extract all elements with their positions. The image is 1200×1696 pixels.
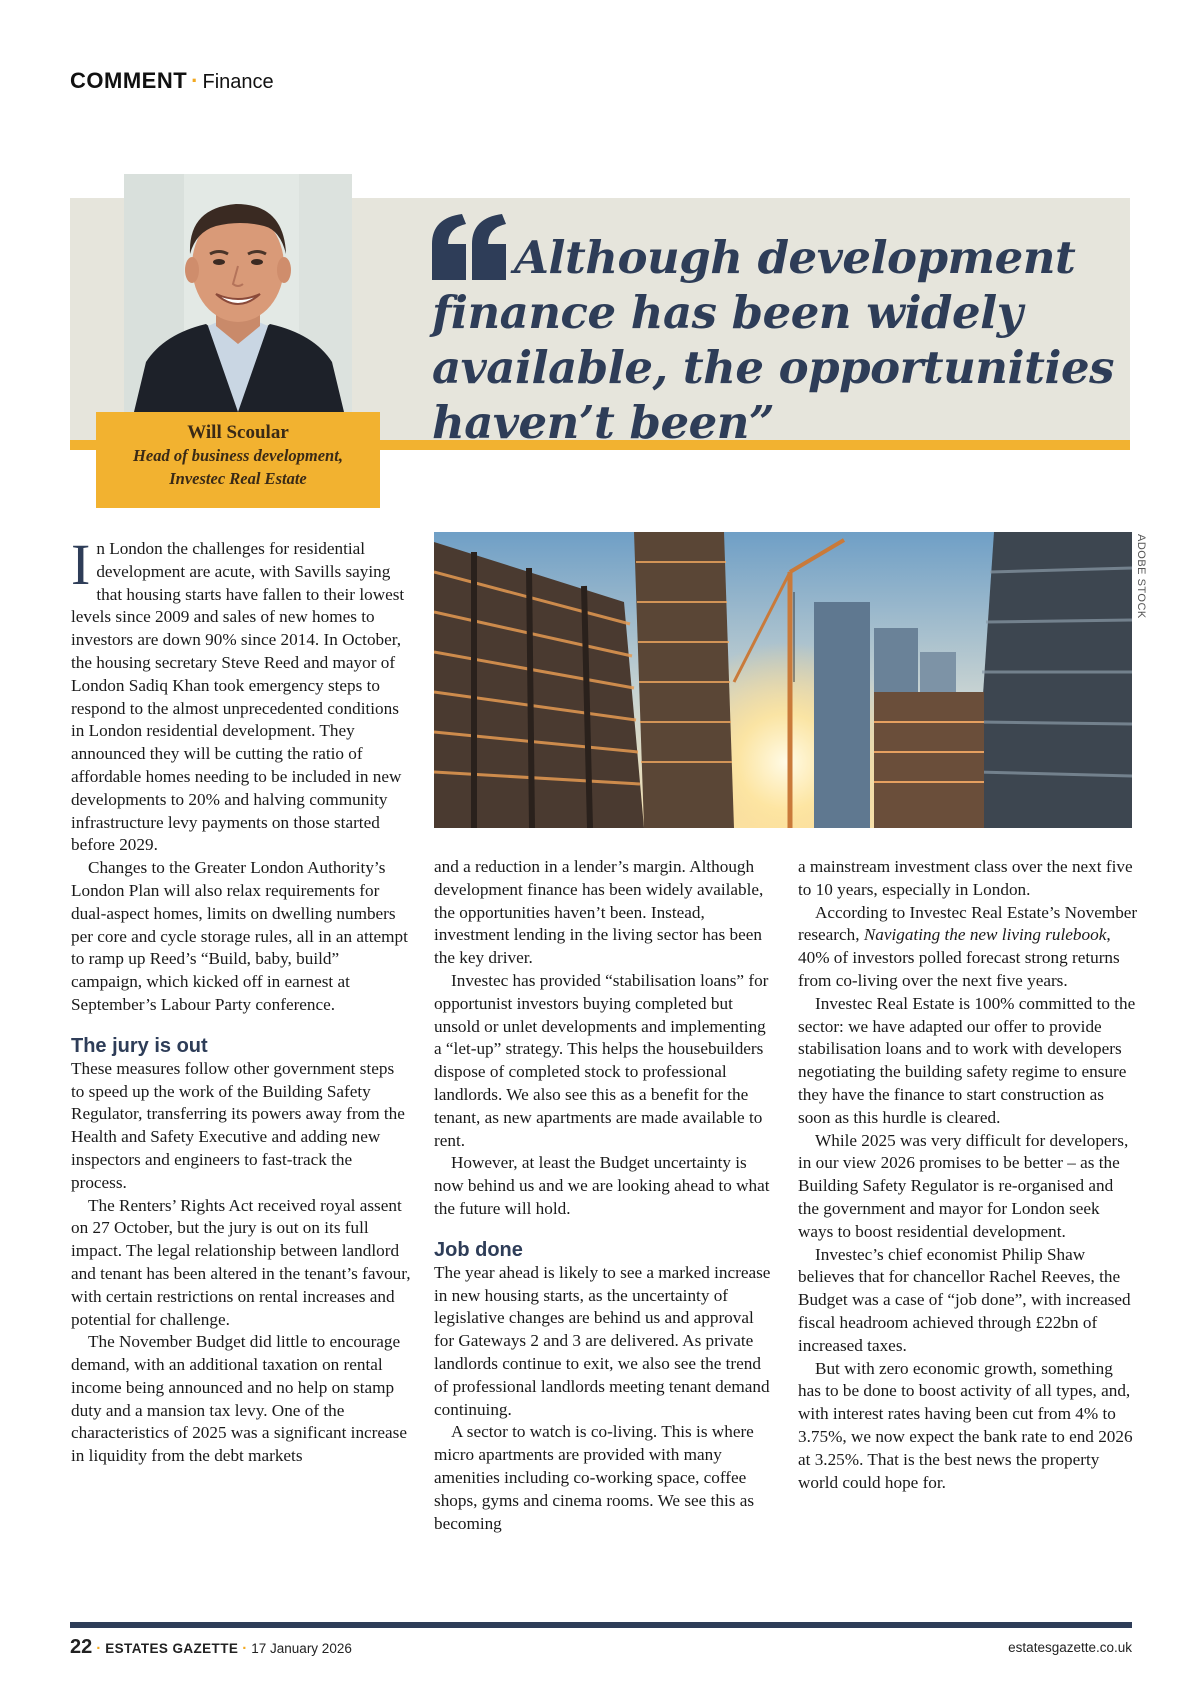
footer-rule bbox=[70, 1622, 1132, 1628]
drop-cap: I bbox=[71, 532, 91, 597]
subheading: Job done bbox=[434, 1238, 523, 1261]
portrait-illustration bbox=[124, 174, 352, 412]
author-role-line2: Investec Real Estate bbox=[169, 469, 307, 488]
author-name: Will Scoular bbox=[187, 422, 289, 443]
publication-name: ESTATES GAZETTE bbox=[105, 1641, 239, 1656]
paragraph bbox=[71, 532, 411, 857]
construction-illustration bbox=[434, 532, 1132, 828]
paragraph: Investec has provided “stabilisation loans” for opportunist investors buying completed but unsold or unlet developments and implementing a “let-up” strategy. This helps the housebuilders dispose of completed stock to professional landlords. We also see this as a benefit for the tenant, as new apartments are made available to rent. bbox=[434, 970, 769, 1150]
body-column-1 bbox=[71, 532, 411, 1468]
paragraph: Changes to the Greater London Authority’s London Plan will also relax requirements for dual-aspect homes, limits on dwelling numbers per core and cycle storage rules, all in an attempt to ramp up Reed’s “Build, baby, build” campaign, which kicked off in earnest at September’s Labour Party conference. bbox=[71, 858, 408, 1014]
paragraph: a mainstream investment class over the next five to 10 years, especially in London. bbox=[798, 857, 1133, 899]
paragraph: But with zero economic growth, something has to be done to boost activity of all types, and, with interest rates having been cut from 4% to 3.75%, we now expect the bank rate to end 2026 at 3.25%. That is the best news the property world could hope for. bbox=[798, 1358, 1133, 1492]
author-portrait bbox=[124, 174, 352, 412]
author-caption bbox=[96, 412, 380, 508]
paragraph: Investec’s chief economist Philip Shaw believes that for chancellor Rachel Reeves, the Budget was a case of “job done”, with increased fiscal headroom achieved through £22bn of increased taxes. bbox=[798, 1244, 1131, 1355]
issue-date: 17 January 2026 bbox=[251, 1641, 352, 1656]
paragraph: Investec Real Estate is 100% committed to the sector: we have adapted our offer to provide stabilisation loans and to work with developers negotiating the building safety regime to ensure they have the finance to start construction as soon as this hurdle is cleared. bbox=[798, 993, 1136, 1127]
paragraph-text: According to Investec Real Estate’s November research, bbox=[798, 902, 1138, 945]
section-label bbox=[70, 68, 274, 94]
report-title: Navigating the new living rulebook bbox=[863, 925, 1107, 945]
paragraph-text: n London the challenges for residential development are acute, with Savills saying that housing starts have fallen to their lowest levels since 2009 and sales of new homes to investors are down 90% since 2014. In October, the housing secretary Steve Reed and mayor of London Sadiq Khan took emergency steps to respond to the almost unprecedented conditions in London residential development. They announced they will be cutting the ratio of affordable homes needing to be included in new developments to 20% and halving community infrastructure levy payments on those started before 2029. bbox=[71, 539, 405, 855]
construction-photo bbox=[434, 532, 1132, 828]
section-category: COMMENT bbox=[70, 68, 188, 93]
page-number: 22 bbox=[70, 1636, 93, 1658]
website-link[interactable]: estatesgazette.co.uk bbox=[1008, 1640, 1132, 1655]
separator-dot: · bbox=[242, 1640, 248, 1657]
author-role-line1: Head of business development, bbox=[133, 446, 343, 465]
image-credit: ADOBE STOCK bbox=[1135, 534, 1147, 619]
paragraph bbox=[798, 902, 1138, 993]
paragraph: The November Budget did little to encourage demand, with an additional taxation on rental income being announced and no help on stamp duty and a mansion tax levy. One of the characteristics of 2025 was a significant increase in liquidity from the debt markets bbox=[71, 1332, 407, 1466]
body-column-2 bbox=[434, 856, 774, 1535]
paragraph: While 2025 was very difficult for developers, in our view 2026 promises to be better – as the Building Safety Regulator is re-organised and the government and mayor for London seek ways to boost residential development. bbox=[798, 1130, 1129, 1241]
paragraph: A sector to watch is co-living. This is where micro apartments are provided with many amenities including co-working space, coffee shops, gyms and cinema rooms. We see this as becoming bbox=[434, 1422, 755, 1533]
pull-quote bbox=[432, 230, 1132, 450]
pull-quote-text: Although development finance has been widely available, the opportunities haven’t been” bbox=[432, 231, 1114, 449]
paragraph-text: , 40% of investors polled forecast strong returns from co-living over the next five years. bbox=[798, 925, 1120, 990]
paragraph: These measures follow other government steps to speed up the work of the Building Safety Regulator, transferring its powers away from the Health and Safety Executive and adding new inspectors and engineers to fast-track the process. bbox=[71, 1058, 405, 1192]
subheading: The jury is out bbox=[71, 1034, 208, 1057]
page-footer bbox=[70, 1636, 1132, 1660]
paragraph: However, at least the Budget uncertainty is now behind us and we are looking ahead to what the future will hold. bbox=[434, 1153, 770, 1218]
paragraph: The year ahead is likely to see a marked increase in new housing starts, as the uncertainty of legislative changes are behind us and approval for Gateways 2 and 3 are delivered. As private landlords continue to exit, we also see the trend of professional landlords meeting tenant demand continuing. bbox=[434, 1262, 771, 1419]
paragraph: The Renters’ Rights Act received royal assent on 27 October, but the jury is out on its full impact. The legal relationship between landlord and tenant has been altered in the tenant’s favour, with certain restrictions on rental increases and potential for challenge. bbox=[71, 1195, 411, 1329]
separator-dot: · bbox=[191, 68, 199, 93]
body-column-3 bbox=[798, 856, 1138, 1494]
paragraph: and a reduction in a lender’s margin. Although development finance has been widely available, the opportunities haven’t been. Instead, investment lending in the living sector has been the key driver. bbox=[434, 857, 764, 968]
section-topic: Finance bbox=[202, 71, 274, 93]
separator-dot: · bbox=[96, 1640, 102, 1657]
